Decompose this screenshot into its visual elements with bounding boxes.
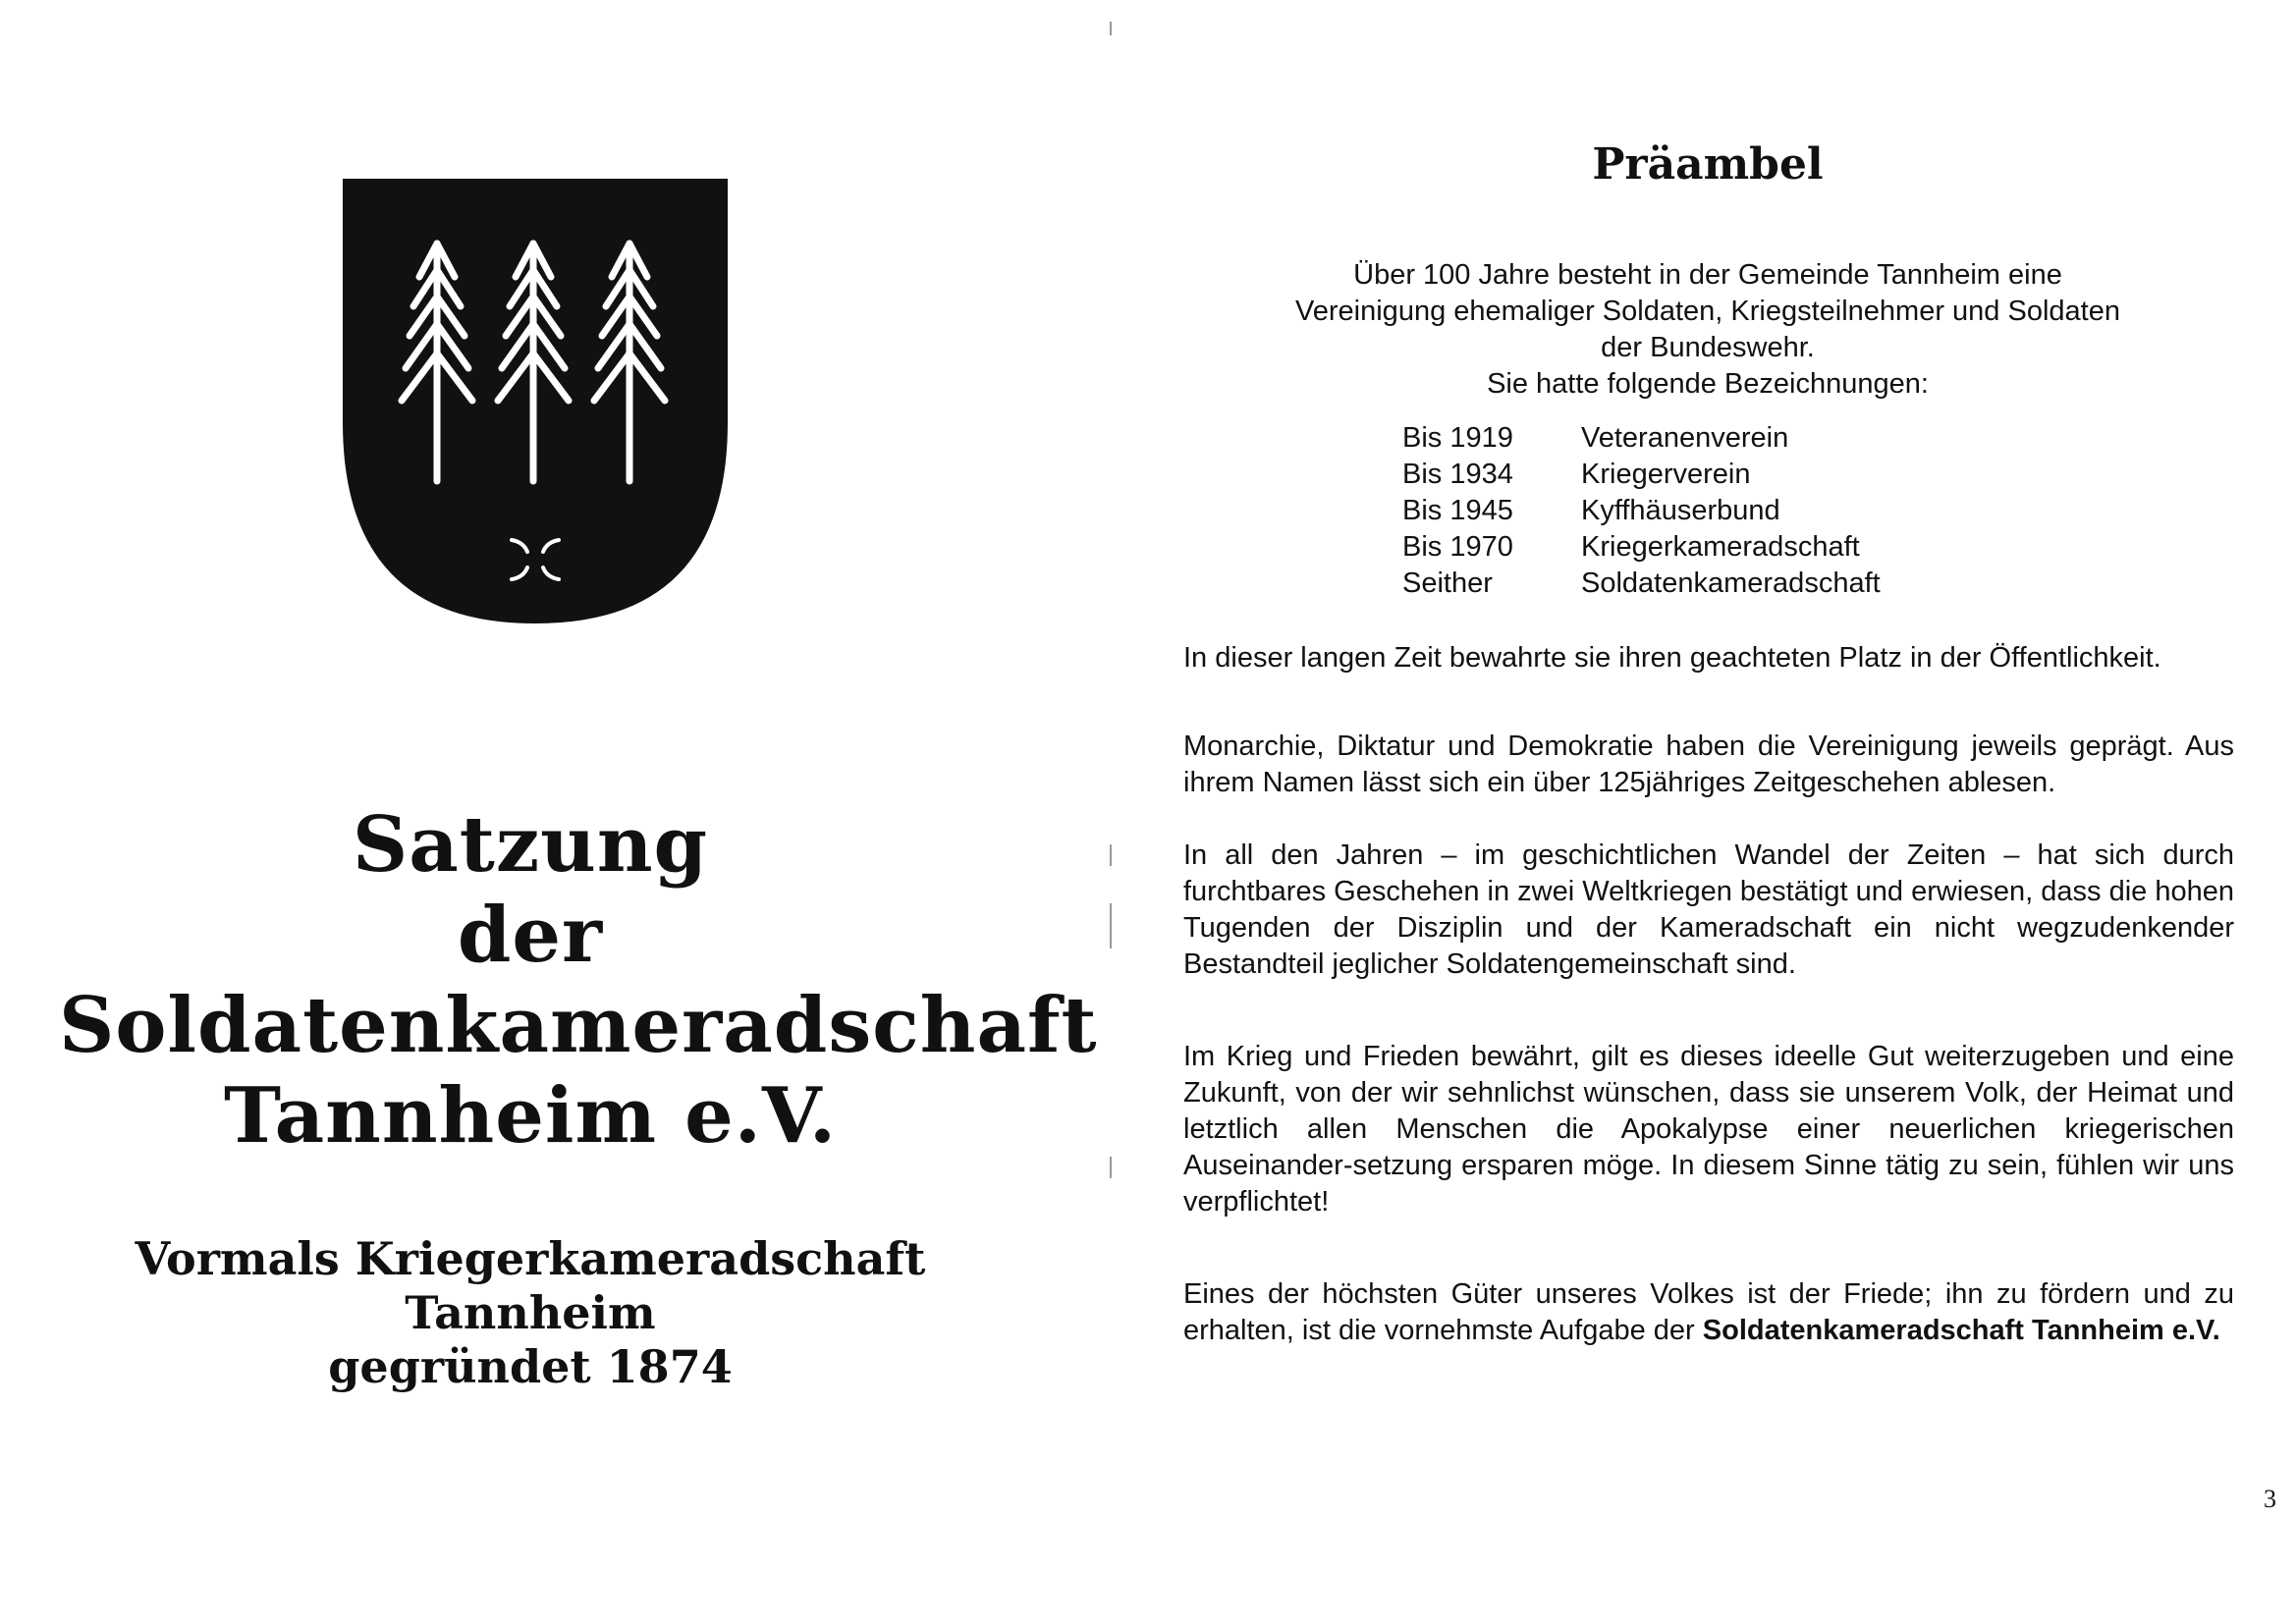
name-value: Kriegerkameradschaft bbox=[1581, 531, 1860, 563]
right-page bbox=[1120, 0, 2296, 1624]
paragraph-1: In dieser langen Zeit bewahrte sie ihren geachteten Platz in der Öffentlichkeit. bbox=[1183, 642, 2161, 674]
list-item bbox=[1402, 457, 1881, 493]
gutter-mark bbox=[1110, 22, 1112, 35]
paragraph-2b: In all den Jahren – im geschichtlichen Wandel der Zeiten – hat sich durch furchtbares Geschehen in zwei Weltkriegen bestätigt und erwiesen, dass die hohen Tugenden der Disziplin und der Kameradschaft ein nicht wegzudenkender Bestandteil jeglicher Soldatengemeinschaft sind. bbox=[1183, 839, 2234, 980]
name-period: Bis 1970 bbox=[1402, 531, 1513, 563]
title-line: Satzung bbox=[352, 800, 709, 890]
gutter-mark bbox=[1110, 1157, 1112, 1178]
page-number: 3 bbox=[2264, 1485, 2276, 1513]
name-value: Soldatenkameradschaft bbox=[1581, 568, 1881, 599]
paragraph-4-bold: Soldatenkameradschaft Tannheim e.V. bbox=[1702, 1315, 2220, 1346]
list-item bbox=[1402, 566, 1881, 602]
list-item bbox=[1402, 420, 1881, 457]
intro-line: Vereinigung ehemaliger Soldaten, Kriegsteilnehmer und Soldaten bbox=[1295, 296, 2120, 327]
list-item bbox=[1402, 493, 1881, 529]
intro-line: Sie hatte folgende Bezeichnungen: bbox=[1487, 368, 1929, 400]
paragraph-3: Im Krieg und Frieden bewährt, gilt es dieses ideelle Gut weiterzugeben und eine Zukunft, von der wir sehnlichst wünschen, dass sie unserem Volk, der Heimat und letztlich allen Menschen die Apokalypse einer neuerlichen kriegerischen Auseinander-setzung ersparen möge. In diesem Sinne tätig zu sein, fühlen wir uns verpflichtet! bbox=[1183, 1041, 2234, 1218]
coat-of-arms bbox=[339, 177, 732, 628]
paragraph-4-text: Eines der höchsten Güter unseres Volkes ist der Friede; ihn zu fördern und zu erhalten, ist die vornehmste Aufgabe der bbox=[1183, 1278, 2234, 1346]
preamble-heading: Präambel bbox=[1592, 139, 1824, 189]
name-period: Bis 1945 bbox=[1402, 495, 1513, 526]
title-line: Tannheim e.V. bbox=[223, 1071, 837, 1161]
intro-text bbox=[1159, 257, 2257, 403]
name-period: Bis 1934 bbox=[1402, 459, 1513, 490]
document-subtitle bbox=[59, 1232, 1002, 1394]
name-value: Kyffhäuserbund bbox=[1581, 495, 1780, 526]
subtitle-line: Tannheim bbox=[405, 1286, 656, 1339]
list-item bbox=[1402, 529, 1881, 566]
intro-line: der Bundeswehr. bbox=[1601, 332, 1815, 363]
former-names-list bbox=[1402, 420, 1881, 602]
subtitle-line: Vormals Kriegerkameradschaft bbox=[135, 1232, 926, 1285]
name-value: Kriegerverein bbox=[1581, 459, 1751, 490]
subtitle-line: gegründet 1874 bbox=[328, 1340, 733, 1393]
paragraph-4 bbox=[1183, 1276, 2234, 1349]
name-period: Seither bbox=[1402, 568, 1493, 599]
intro-line: Über 100 Jahre besteht in der Gemeinde Tannheim eine bbox=[1353, 259, 2062, 291]
title-line: Soldatenkameradschaft bbox=[59, 981, 1098, 1070]
document-title bbox=[59, 800, 1098, 1162]
name-value: Veteranenverein bbox=[1581, 422, 1789, 454]
paragraph-2a: Monarchie, Diktatur und Demokratie haben die Vereinigung jeweils geprägt. Aus ihrem Namen lässt sich ein über 125jähriges Zeitgeschehen ablesen. bbox=[1183, 731, 2234, 798]
name-period: Bis 1919 bbox=[1402, 422, 1513, 454]
title-line: der bbox=[457, 891, 604, 980]
gutter-mark bbox=[1110, 903, 1112, 948]
left-page bbox=[0, 0, 1120, 1624]
gutter-mark bbox=[1110, 844, 1112, 866]
